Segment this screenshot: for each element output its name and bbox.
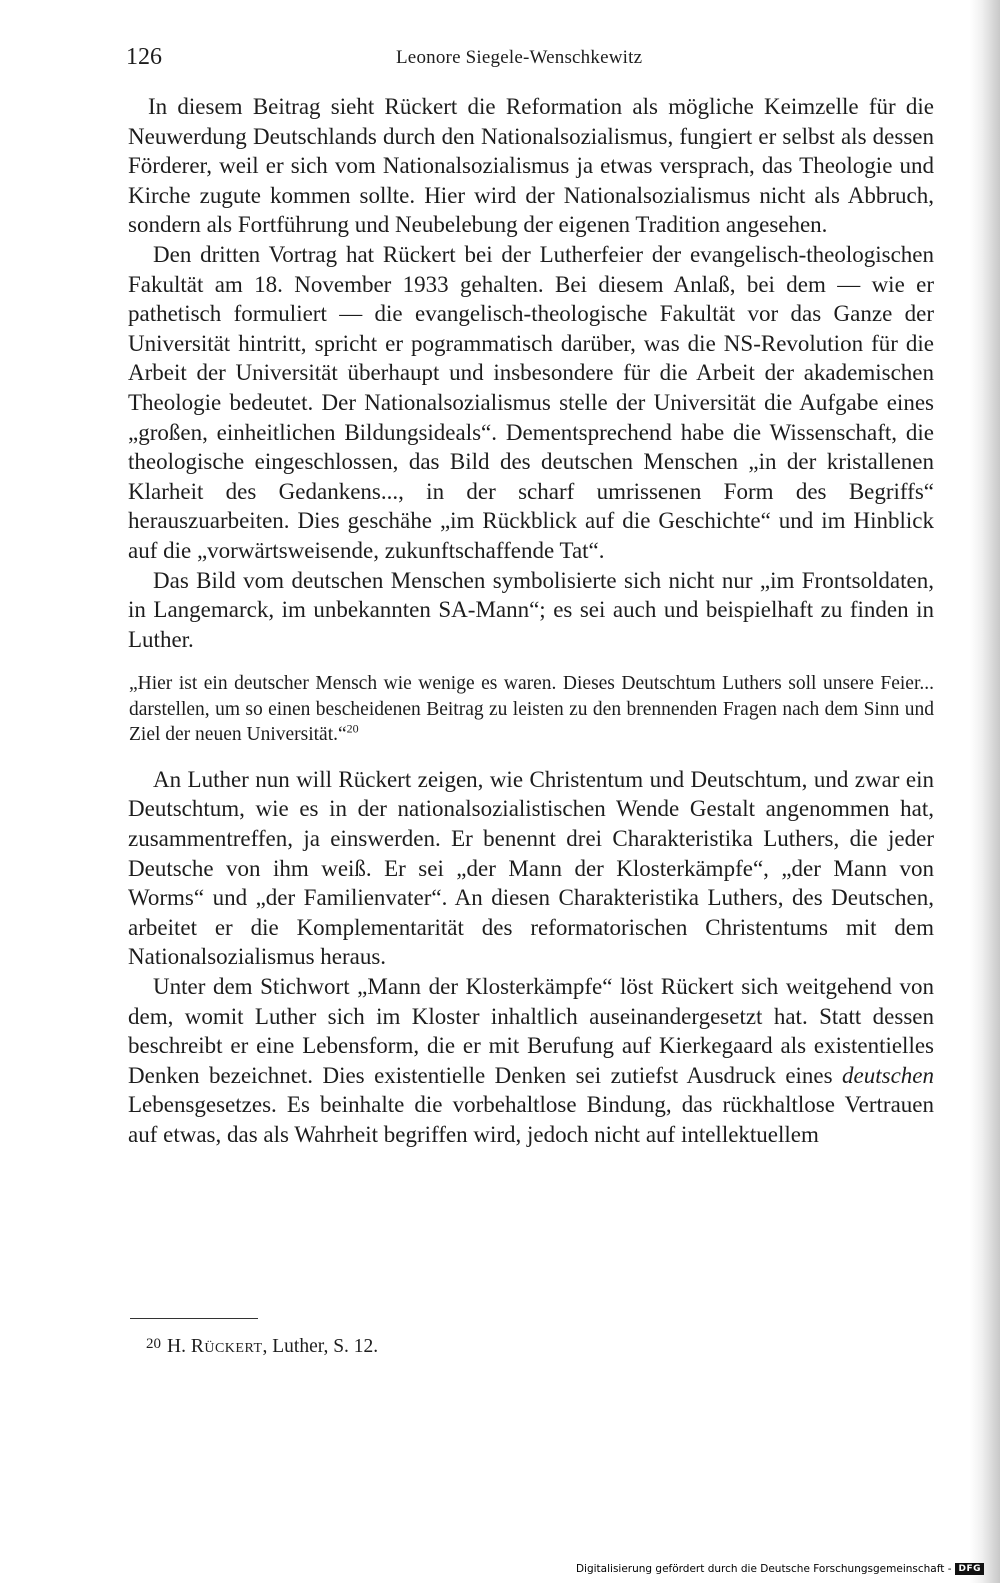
emphasis-deutschen: deutschen: [842, 1062, 934, 1088]
page-edge-shadow: [970, 0, 1000, 1583]
paragraph-5-part-1: Unter dem Stichwort „Mann der Klosterkämpfe“ löst Rückert sich weitgehend von dem, womit Luther sich im Kloster inhaltlich auseinandergesetzt hat. Statt dessen beschreibt er eine Lebensform, die er mit Berufung auf Kierkegaard als existentielles Denken bezeichnet. Dies existentielle Denken sei zutiefst Ausdruck eines: [128, 973, 934, 1088]
block-quote: [128, 671, 934, 748]
paragraph-3: Das Bild vom deutschen Menschen symbolisierte sich nicht nur „im Frontsoldaten, in Langemarck, im unbekannten SA-Mann“; es sei auch und beispielhaft zu finden in Luther.: [128, 567, 934, 652]
footnote-reference[interactable]: 20: [346, 721, 359, 736]
credit-text: Digitalisierung gefördert durch die Deutsche Forschungsgemeinschaft -: [575, 1563, 952, 1575]
footnote-20: [146, 1336, 378, 1358]
page-number: 126: [126, 44, 162, 70]
paragraph-4: An Luther nun will Rückert zeigen, wie Christentum und Deutschtum, und zwar ein Deutschtum, wie es in der nationalsozialistischen Wende Gestalt angenommen hat, zusammentreffen, ja einswerden. Er benennt drei Charakteristika Luthers, die jeder Deutsche von ihm weiß. Er sei „der Mann der Klosterkämpfe“, „der Mann von Worms“ und „der Familienvater“. An diesen Charakteristika Luthers, des Deutschen, arbeitet er die Komplementarität des reformatorischen Christentums mit dem Nationalsozialismus heraus.: [128, 766, 934, 970]
paragraph-5-part-2: Lebensgesetzes. Es beinhalte die vorbehaltlose Bindung, das rückhaltlose Vertrauen auf etwas, das als Wahrheit begriffen wird, jedoch nicht auf intellektuellem: [128, 1092, 934, 1147]
footnote-citation: , Luther, S. 12.: [262, 1336, 379, 1357]
dfg-logo: DFG: [955, 1563, 984, 1575]
running-head: Leonore Siegele-Wenschkewitz: [396, 47, 643, 68]
quote-text: „Hier ist ein deutscher Mensch wie wenige es waren. Dieses Deutschtum Luthers soll unsere Feier... darstellen, um so einen bescheidenen Beitrag zu leisten zu den brennenden Fragen nach dem Sinn und Ziel der neuen Universität.“: [129, 673, 934, 746]
digitization-credit: [576, 1563, 984, 1575]
footnote-divider: [130, 1318, 258, 1319]
paragraph-1: In diesem Beitrag sieht Rückert die Reformation als mögliche Keimzelle für die Neuwerdung Deutschlands durch den Nationalsozialismus, fungiert er selbst als dessen Förderer, weil er sich vom Nationalsozialismus ja etwas versprach, das Theologie und Kirche zugute kommen sollte. Hier wird der Nationalsozialismus nicht als Abbruch, sondern als Fortführung und Neubelebung der eigenen Tradition angesehen.: [128, 94, 934, 238]
footnote-number: 20: [146, 1336, 161, 1352]
footnote-author-initial: H.: [167, 1336, 186, 1357]
page-header: [126, 44, 932, 74]
footnote-author-name: Rückert: [190, 1336, 263, 1357]
body-text: [128, 92, 934, 1150]
paragraph-5: [128, 972, 934, 1150]
paragraph-2: Den dritten Vortrag hat Rückert bei der Lutherfeier der evangelisch-theologischen Fakultät am 18. November 1933 gehalten. Bei diesem Anlaß, bei dem — wie er pathetisch formuliert — die evangelisch-theologische Fakultät vor das Ganze der Universität hintritt, spricht er pogrammatisch darüber, was die NS-Revolution für die Arbeit der Universität überhaupt und insbesondere für die Arbeit der akademischen Theologie bedeutet. Der Nationalsozialismus stelle der Universität die Aufgabe eines „großen, einheitlichen Bildungsideals“. Dementsprechend habe die Wissenschaft, die theologische eingeschlossen, das Bild des deutschen Menschen „in der kristallenen Klarheit des Gedankens..., in der scharf umrissenen Form des Begriffs“ herauszuarbeiten. Dies geschähe „im Rückblick auf die Geschichte“ und im Hinblick auf die „vorwärtsweisende, zukunftschaffende Tat“.: [128, 241, 934, 563]
